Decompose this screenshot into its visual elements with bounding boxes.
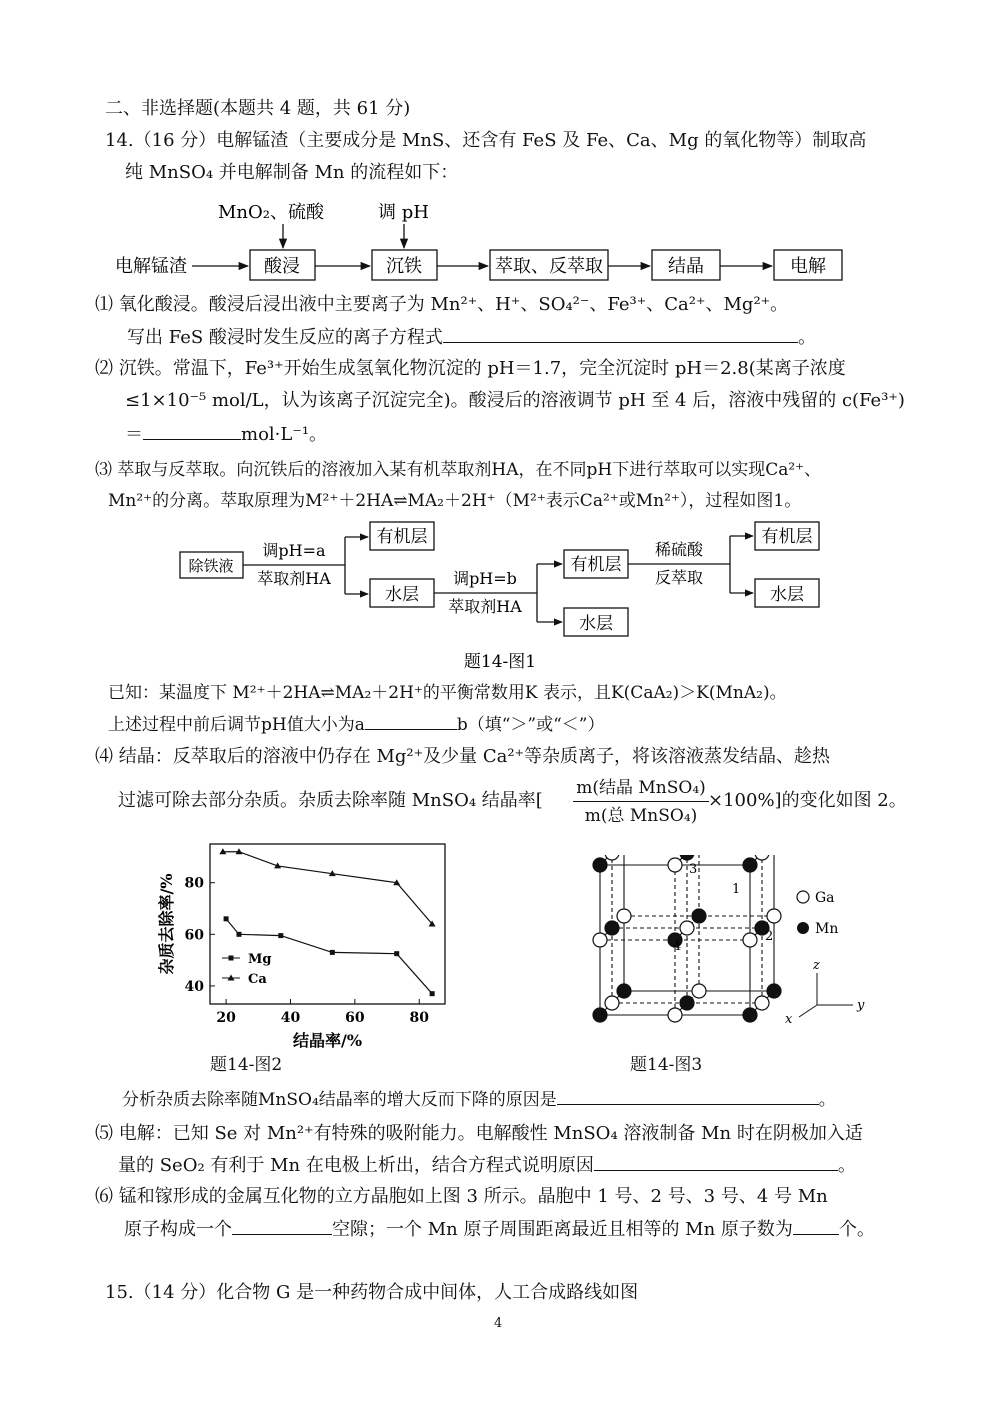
ga-atom <box>605 855 619 860</box>
atom-number-3: 3 <box>689 862 698 877</box>
part1-line1: ⑴ 氧化酸浸。酸浸后浸出液中主要离子为 Mn²⁺、H⁺、SO₄²⁻、Fe³⁺、Ca²⁺、Mg²⁺。 <box>95 294 789 315</box>
legend-mn-marker <box>797 922 809 934</box>
point-Mg <box>278 933 283 938</box>
q15-intro: 15.（14 分）化合物 G 是一种药物合成中间体，人工合成路线如图 <box>105 1282 639 1303</box>
legend-label-Ca: Ca <box>248 972 267 987</box>
answer-blank-5[interactable] <box>594 1152 838 1171</box>
fig1-arrow2-bottom: 萃取剂HA <box>448 597 522 616</box>
part4-line2b: ×100%]的变化如图 2。 <box>708 790 907 811</box>
answer-blank-7[interactable] <box>793 1216 839 1235</box>
part6-line1: ⑹ 锰和镓形成的金属互化物的立方晶胞如上图 3 所示。晶胞中 1 号、2 号、3 号、4 号 Mn <box>95 1186 828 1207</box>
mn-atom <box>593 1008 607 1022</box>
fig1-water-1: 水层 <box>385 585 419 605</box>
mn-atom <box>680 996 694 1010</box>
fig2-caption: 题14-图2 <box>210 1055 283 1075</box>
fraction-numerator: m(结晶 MnSO₄) <box>576 778 706 798</box>
fig3-caption: 题14-图3 <box>630 1055 703 1075</box>
part3-question: 上述过程中前后调节pH值大小为a b（填“＞”或“＜”） <box>108 711 605 738</box>
flow-start-label: 电解锰渣 <box>115 256 187 277</box>
flow-step-3: 萃取、反萃取 <box>495 256 603 277</box>
atom-number-4: 4 <box>673 939 682 954</box>
fig1-arrow3-bottom: 反萃取 <box>654 568 704 587</box>
x-axis-line <box>799 1005 817 1017</box>
ga-atom <box>692 984 706 998</box>
x-axis-label: 结晶率/% <box>292 1031 363 1050</box>
ga-atom <box>617 909 631 923</box>
answer-blank-6[interactable] <box>232 1216 332 1235</box>
y-tick-label: 80 <box>184 875 204 892</box>
ga-atom <box>668 1008 682 1022</box>
y-tick-label: 60 <box>184 927 204 944</box>
ga-atom <box>743 933 757 947</box>
part4-line2a: 过滤可除去部分杂质。杂质去除率随 MnSO₄ 结晶率[ <box>118 790 543 811</box>
flow-step-2: 沉铁 <box>386 256 422 277</box>
x-tick-label: 60 <box>345 1010 365 1026</box>
flow-step-1: 酸浸 <box>264 256 300 277</box>
answer-blank-3[interactable] <box>365 711 457 730</box>
part5-line2: 量的 SeO₂ 有利于 Mn 在电极上析出，结合方程式说明原因 。 <box>118 1152 856 1179</box>
flow-reagent-1: MnO₂、硫酸 <box>218 202 324 223</box>
answer-blank-4[interactable] <box>557 1086 819 1105</box>
flow-reagent-2: 调 pH <box>378 202 429 223</box>
fraction-denominator: m(总 MnSO₄) <box>584 806 698 826</box>
ga-atom <box>755 855 769 860</box>
point-Mg <box>430 991 435 996</box>
fig1-arrow1-bottom: 萃取剂HA <box>257 569 331 588</box>
part2-line3: ＝ mol·L⁻¹。 <box>125 421 327 448</box>
point-Mg <box>236 932 241 937</box>
legend-mn-label: Mn <box>815 921 839 937</box>
part1-line2: 写出 FeS 酸浸时发生反应的离子方程式 。 <box>127 324 816 351</box>
fig1-start: 除铁液 <box>188 557 234 575</box>
part3-known: 已知：某温度下 M²⁺＋2HA⇌MA₂＋2H⁺的平衡常数用K 表示，且K(CaA₂)＞K(MnA₂)。 <box>108 683 787 703</box>
part3-line2: Mn²⁺的分离。萃取原理为M²⁺＋2HA⇌MA₂＋2H⁺（M²⁺表示Ca²⁺或Mn²⁺），过程如图1。 <box>108 491 802 511</box>
fig1-water-3: 水层 <box>770 585 804 605</box>
part3-line1: ⑶ 萃取与反萃取。向沉铁后的溶液加入某有机萃取剂HA，在不同pH下进行萃取可以实现Ca²⁺、 <box>95 460 822 480</box>
answer-blank-1[interactable] <box>443 324 798 343</box>
ga-atom <box>680 921 694 935</box>
fraction-bar <box>573 801 709 802</box>
fig1-organic-2: 有机层 <box>570 555 622 575</box>
series-line-Ca <box>223 852 432 924</box>
legend-label-Mg: Mg <box>248 952 272 967</box>
mn-atom <box>692 909 706 923</box>
mn-atom <box>605 921 619 935</box>
atom-number-1: 1 <box>732 882 741 897</box>
mn-atom <box>617 984 631 998</box>
section-header: 二、非选择题(本题共 4 题，共 61 分) <box>105 98 411 119</box>
chart-frame <box>210 844 445 1004</box>
mn-atom <box>680 855 694 860</box>
x-tick-label: 80 <box>409 1010 429 1026</box>
x-tick-label: 20 <box>216 1010 236 1026</box>
fig1-organic-3: 有机层 <box>761 527 813 547</box>
part4-question: 分析杂质去除率随MnSO₄结晶率的增大反而下降的原因是 。 <box>122 1086 836 1113</box>
ga-atom <box>605 996 619 1010</box>
mn-atom <box>593 858 607 872</box>
flow-step-5: 电解 <box>790 256 826 277</box>
fig1-water-2: 水层 <box>579 614 613 634</box>
figure-3-crystal-cell <box>585 855 885 1055</box>
figure-1-extraction-flow <box>170 512 840 682</box>
q14-intro-line1: 14.（16 分）电解锰渣（主要成分是 MnS、还含有 FeS 及 Fe、Ca、Mg 的氧化物等）制取高 <box>105 130 867 151</box>
axis-label-y: y <box>857 998 865 1013</box>
y-tick-label: 40 <box>184 978 204 995</box>
point-Mg <box>224 916 229 921</box>
point-Mg <box>330 950 335 955</box>
mn-atom <box>767 984 781 998</box>
axis-label-x: x <box>785 1012 793 1027</box>
legend-ga-marker <box>797 891 809 903</box>
part5-line1: ⑸ 电解：已知 Se 对 Mn²⁺有特殊的吸附能力。电解酸性 MnSO₄ 溶液制备 Mn 时在阴极加入适 <box>95 1123 863 1144</box>
fig1-arrow1-top: 调pH=a <box>262 541 326 560</box>
part6-line2: 原子构成一个 空隙；一个 Mn 原子周围距离最近且相等的 Mn 原子数为 个。 <box>124 1216 875 1243</box>
fig1-caption: 题14-图1 <box>463 652 537 672</box>
part2-line1: ⑵ 沉铁。常温下，Fe³⁺开始生成氢氧化物沉淀的 pH＝1.7，完全沉淀时 pH＝2.8(某离子浓度 <box>95 358 846 379</box>
ga-atom <box>755 996 769 1010</box>
atom-number-2: 2 <box>765 929 774 944</box>
legend-marker-Mg <box>229 956 234 961</box>
point-Mg <box>394 951 399 956</box>
page-number: 4 <box>494 1316 503 1331</box>
x-tick-label: 40 <box>280 1010 301 1026</box>
part4-line1: ⑷ 结晶：反萃取后的溶液中仍存在 Mg²⁺及少量 Ca²⁺等杂质离子，将该溶液蒸发结晶、趁热 <box>95 746 831 767</box>
part2-line2: ≤1×10⁻⁵ mol/L，认为该离子沉淀完全)。酸浸后的溶液调节 pH 至 4 后，溶液中残留的 c(Fe³⁺) <box>125 390 905 411</box>
mn-atom <box>743 1008 757 1022</box>
flow-step-4: 结晶 <box>668 256 704 277</box>
figure-2-removal-rate-chart <box>150 834 450 1074</box>
y-axis-label: 杂质去除率/% <box>157 873 176 975</box>
ga-atom <box>668 858 682 872</box>
ga-atom <box>593 933 607 947</box>
legend-ga-label: Ga <box>815 890 835 906</box>
fig1-arrow3-top: 稀硫酸 <box>654 540 704 559</box>
q14-intro-line2: 纯 MnSO₄ 并电解制备 Mn 的流程如下： <box>125 162 459 183</box>
fig1-arrow2-top: 调pH=b <box>453 569 517 588</box>
fig1-organic-1: 有机层 <box>376 527 428 547</box>
answer-blank-2[interactable] <box>143 421 241 440</box>
axis-label-z: z <box>813 958 820 973</box>
ga-atom <box>767 909 781 923</box>
mn-atom <box>743 858 757 872</box>
process-flow-diagram <box>110 196 850 286</box>
